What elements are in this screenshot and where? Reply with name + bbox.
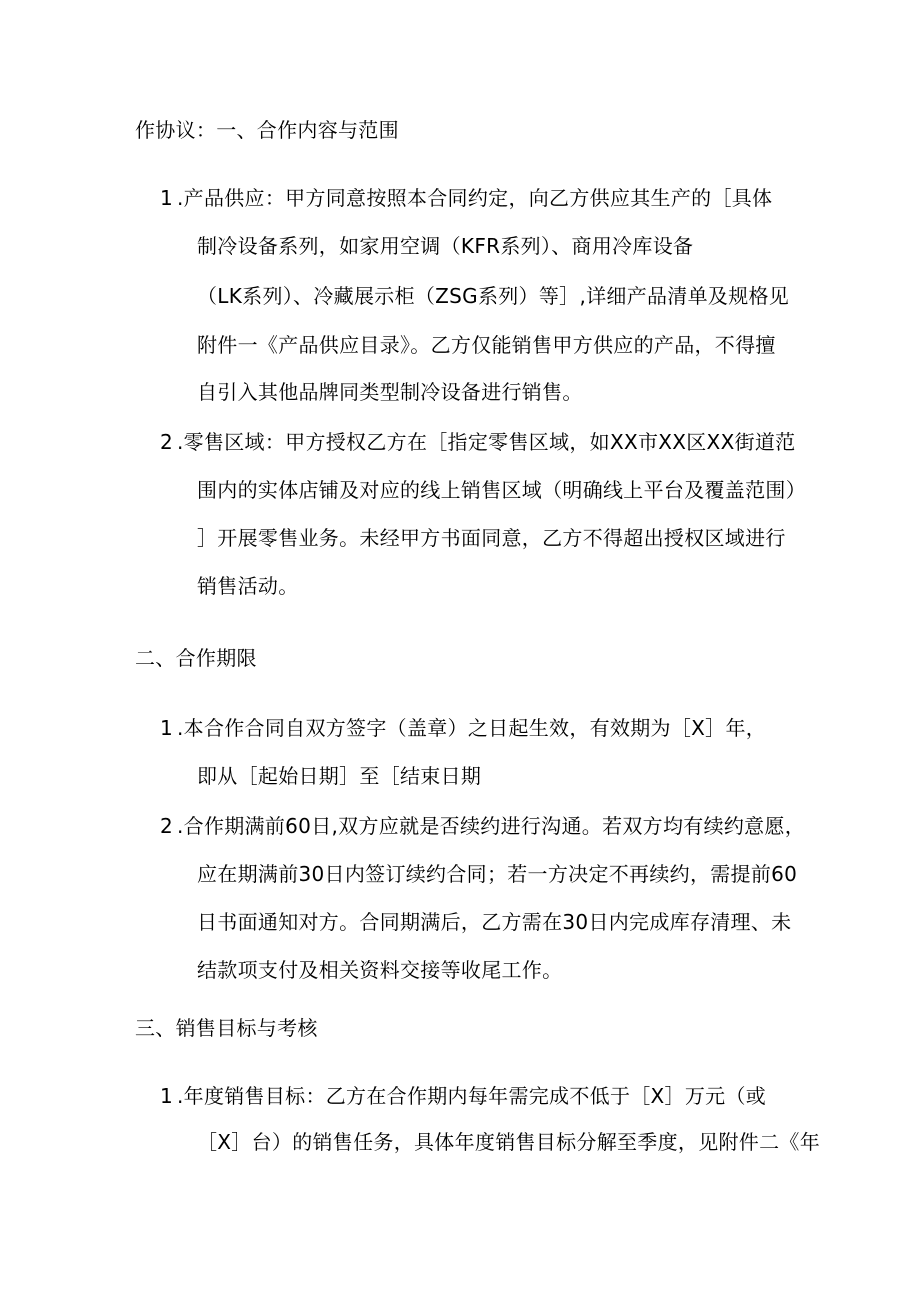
retail-area-line-3: ］开展零售业务。未经甲方书面同意，乙方不得超出授权区域进行 <box>197 526 786 550</box>
validity-line-1: .本合作合同自双方签字（盖章）之日起生效，有效期为［X］年， <box>177 716 767 740</box>
product-supply-line-5: 自引入其他品牌同类型制冷设备进行销售。 <box>197 380 583 404</box>
product-supply-line-2: 制冷设备系列，如家用空调（KFR系列）、商用冷库设备 <box>197 234 694 258</box>
heading-cooperation-scope: 作协议：一、合作内容与范围 <box>135 118 399 142</box>
retail-area-line-2: 围内的实体店铺及对应的线上销售区域（明确线上平台及覆盖范围） <box>197 478 806 502</box>
item-number-1-2: 2 <box>160 430 174 454</box>
heading-sales-targets: 三、销售目标与考核 <box>135 1016 318 1040</box>
renewal-line-4: 结款项支付及相关资料交接等收尾工作。 <box>197 958 563 982</box>
product-supply-line-1: .产品供应：甲方同意按照本合同约定，向乙方供应其生产的［具体 <box>177 186 773 210</box>
retail-area-line-1: .零售区域：甲方授权乙方在［指定零售区域，如XX市XX区XX街道范 <box>177 430 796 454</box>
validity-line-2: 即从［起始日期］至［结束日期 <box>197 764 482 788</box>
heading-cooperation-term: 二、合作期限 <box>135 646 257 670</box>
sales-target-line-1: .年度销售目标：乙方在合作期内每年需完成不低于［X］万元（或 <box>177 1084 767 1108</box>
retail-area-line-4: 销售活动。 <box>197 574 299 598</box>
renewal-line-1: .合作期满前60日,双方应就是否续约进行沟通。若双方均有续约意愿， <box>177 814 806 838</box>
sales-target-line-2: ［X］台）的销售任务，具体年度销售目标分解至季度，见附件二《年 <box>197 1130 821 1154</box>
renewal-line-2: 应在期满前30日内签订续约合同；若一方决定不再续约，需提前60 <box>197 862 798 886</box>
item-number-1-1: 1 <box>160 186 174 210</box>
renewal-line-3: 日书面通知对方。合同期满后，乙方需在30日内完成库存清理、未 <box>197 910 792 934</box>
product-supply-line-3: （LK系列）、冷藏展示柜（ZSG系列）等］,详细产品清单及规格见 <box>197 284 790 308</box>
product-supply-line-4: 附件一《产品供应目录》。乙方仅能销售甲方供应的产品，不得擅 <box>197 333 776 357</box>
item-number-3-1: 1 <box>160 1084 174 1108</box>
item-number-2-1: 1 <box>160 716 174 740</box>
item-number-2-2: 2 <box>160 814 174 838</box>
